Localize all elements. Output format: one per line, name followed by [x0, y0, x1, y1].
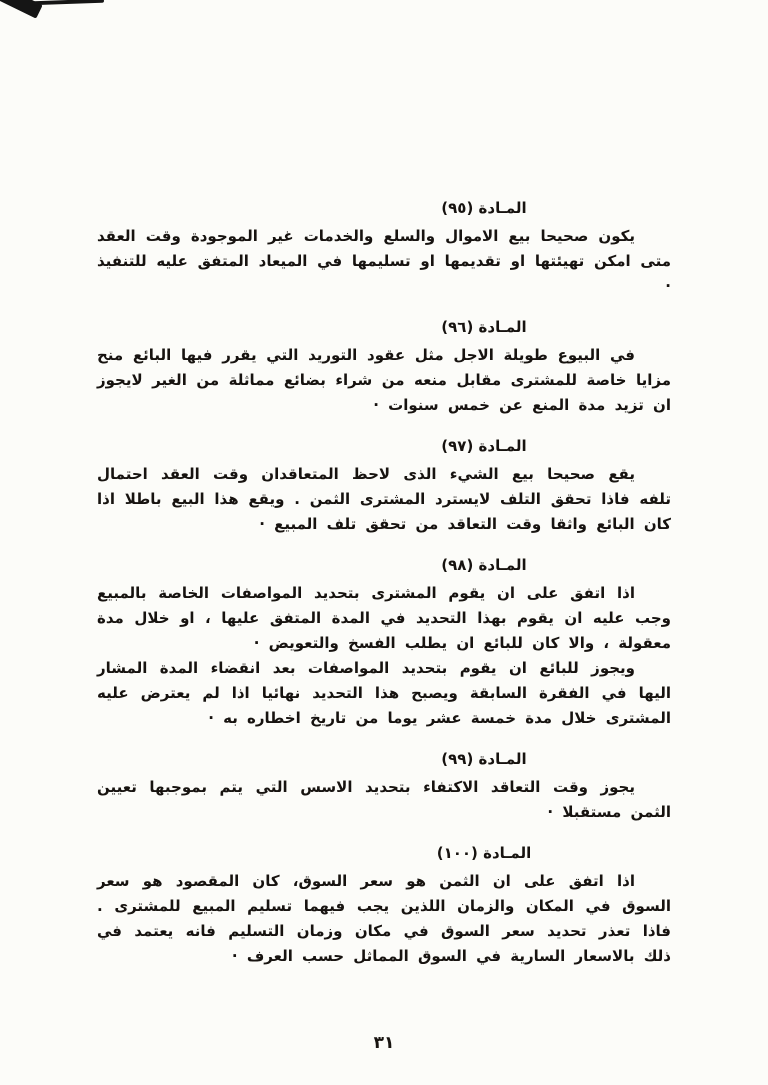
article-paragraph: ويجوز للبائع ان يقوم بتحديد المواصفات بعد انقضاء المدة المشار اليها في الفقرة السابقة ويصبح هذا التحديد نهائيا اذا لم يعترض عليه المشترى خلال مدة خمسة عشر يوما من تاريخ اخطاره به · — [97, 659, 671, 727]
article-title: المـادة (١٠٠) — [436, 844, 532, 862]
article-paragraph: يقع صحيحا بيع الشيء الذى لاحظ المتعاقدان وقت العقد احتمال تلفه فاذا تحقق التلف لايسترد المشترى الثمن . ويقع هذا البيع باطلا اذا كان البائع واثقا وقت التعاقد من تحقق تلف المبيع · — [97, 465, 671, 533]
article-100 — [97, 841, 671, 969]
article-paragraph: اذا اتفق على ان الثمن هو سعر السوق، كان المقصود هو سعر السوق في المكان والزمان اللذين يجب فيهما تسليم المبيع للمشترى . فاذا تعذر تحديد سعر السوق في مكان وزمان التسليم فانه يعتمد في ذلك بالاسعار السارية في السوق المماثل حسب العرف · — [97, 872, 671, 965]
article-paragraph: يجوز وقت التعاقد الاكتفاء بتحديد الاسس التي يتم بموجبها تعيين الثمن مستقبلا · — [97, 778, 671, 821]
page-content — [97, 196, 671, 985]
article-95 — [97, 196, 671, 299]
scan-artifact-top-edge — [32, 0, 104, 5]
article-98 — [97, 553, 671, 731]
article-paragraph: في البيوع طويلة الاجل مثل عقود التوريد التي يقرر فيها البائع منح مزايا خاصة للمشترى مقابل منعه من شراء بضائع مماثلة من الغير لايجوز ان تزيد مدة المنع عن خمس سنوات · — [97, 346, 671, 414]
article-paragraph: يكون صحيحا بيع الاموال والسلع والخدمات غير الموجودة وقت العقد متى امكن تهيئتها او تقديمها او تسليمها في الميعاد المتفق عليه للتنفيذ · — [97, 227, 671, 295]
article-title: المـادة (٩٦) — [441, 318, 527, 336]
article-title: المـادة (٩٨) — [441, 556, 527, 574]
article-title: المـادة (٩٥) — [441, 199, 527, 217]
page-number: ٣١ — [373, 1033, 395, 1053]
article-96 — [97, 315, 671, 418]
article-99 — [97, 747, 671, 825]
article-paragraph: اذا اتفق على ان يقوم المشترى بتحديد المواصفات الخاصة بالمبيع وجب عليه ان يقوم بهذا التحديد في المدة المتفق عليها ، او خلال مدة معقولة ، والا كان للبائع ان يطلب الفسخ والتعويض · — [97, 584, 671, 652]
article-title: المـادة (٩٧) — [441, 437, 527, 455]
article-97 — [97, 434, 671, 537]
article-title: المـادة (٩٩) — [441, 750, 527, 768]
